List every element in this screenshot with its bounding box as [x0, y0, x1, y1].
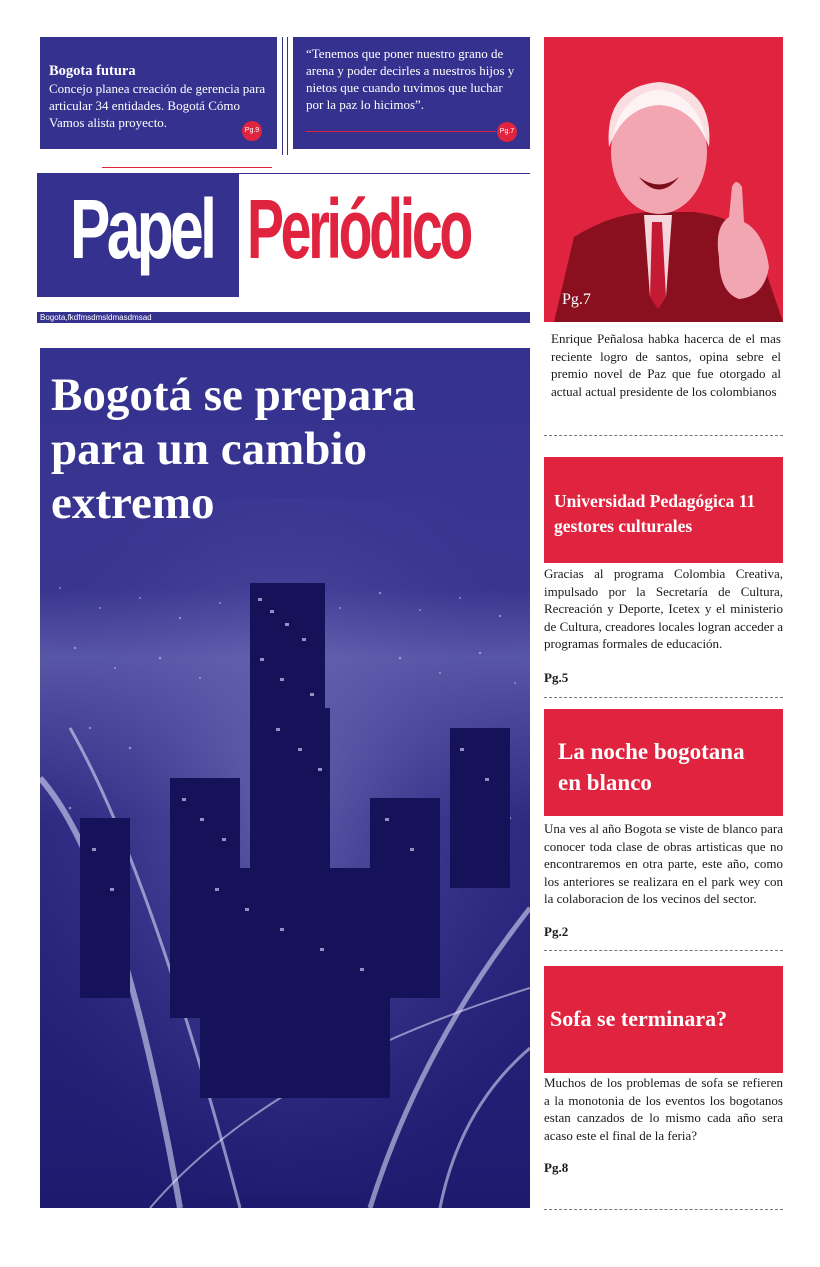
separator: [544, 697, 783, 698]
article-page-ref[interactable]: Pg.2: [544, 924, 569, 939]
article-header-sofa[interactable]: [544, 966, 783, 1073]
teaser-quote[interactable]: [293, 37, 530, 149]
article-page-ref[interactable]: Pg.5: [544, 670, 569, 685]
brand-word-papel[interactable]: Papel: [70, 182, 214, 276]
separator: [544, 1209, 783, 1210]
article-header-pedagogica[interactable]: [544, 457, 783, 563]
portrait-page-ref: Pg.7: [562, 291, 591, 308]
separator: [544, 950, 783, 951]
article-title: Sofa se terminara?: [550, 1006, 728, 1031]
masthead-frame-top: [37, 173, 530, 174]
teaser-page-badge: Pg.7: [497, 122, 517, 142]
article-page-ref[interactable]: Pg.8: [544, 1160, 569, 1175]
article-body: Muchos de los problemas de sofa se refieren a la monotonia de los eventos los bogotanos estan canzados de lo mismo cada año sera acaso este el final de la feria?: [544, 1075, 783, 1143]
teaser-divider: [282, 37, 283, 155]
separator: [544, 435, 783, 436]
teaser-body: Concejo planea creación de gerencia para articular 34 entidades. Bogotá Cómo Vamos alista proyecto.: [49, 81, 266, 130]
teaser-rule: [306, 131, 496, 132]
teaser-bogota-futura[interactable]: [40, 37, 277, 149]
hero-headline[interactable]: Bogotá se prepara para un cambio extremo: [51, 369, 416, 529]
teaser-divider: [287, 37, 288, 155]
person-speaking-illustration: [544, 37, 783, 322]
teaser-title: Bogota futura: [49, 63, 136, 79]
article-header-noche-bogotana[interactable]: [544, 709, 783, 816]
dateline-text: Bogota,fkdfmsdmsldmasdmsad: [40, 313, 152, 322]
teaser-rule: [102, 167, 272, 168]
dateline-bar: [37, 312, 530, 323]
teaser-quote-text: “Tenemos que poner nuestro grano de arena y poder decirles a nuestros hijos y nietos que cuando tuvimos que luchar por la paz lo hicimos”.: [306, 46, 515, 112]
brand-word-periodico[interactable]: Periódico: [247, 182, 470, 276]
hero-photo[interactable]: [40, 348, 530, 1208]
portrait-caption: Enrique Peñalosa habka hacerca de el mas reciente logro de santos, opina sebre el premio novel de Paz que fue otorgado al actual actual presidente de los colombianos: [551, 331, 781, 399]
article-body: Una ves al año Bogota se viste de blanco para conocer toda clase de obras artisticas que no encontraremos en otra parte, este año, como los anteriores se realizara en el park wey con la colaboracion de los vecinos del sector.: [544, 821, 783, 907]
article-title: Universidad Pedagógica 11 gestores culturales: [554, 491, 756, 536]
article-body: Gracias al programa Colombia Creativa, impulsado por la Secretaría de Cultura, Recreación y Deporte, Icetex y el ministerio de Cultura, creadores locales logran acceder a programas formales de educación.: [544, 566, 783, 652]
portrait-photo[interactable]: [544, 37, 783, 322]
article-title: La noche bogotana en blanco: [558, 739, 745, 795]
teaser-page-badge: Pg.9: [242, 121, 262, 141]
